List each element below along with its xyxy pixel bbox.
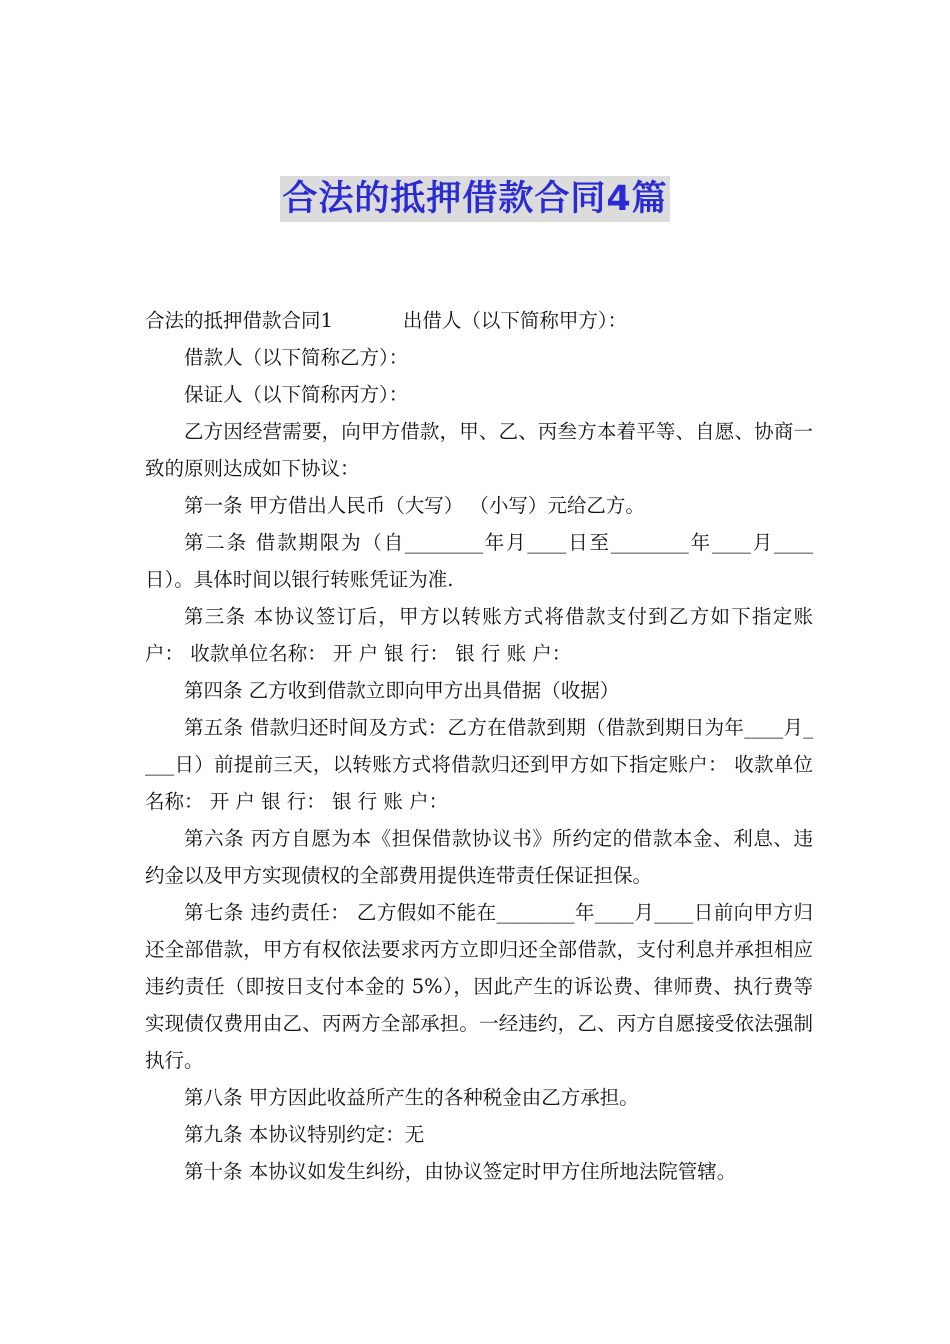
document-title: 合法的抵押借款合同4篇 (280, 176, 669, 222)
clause-1: 第一条 甲方借出人民币（大写） （小写）元给乙方。 (184, 494, 645, 517)
clause-4: 第四条 乙方收到借款立即向甲方出具借据（收据） (184, 679, 620, 702)
clause-8: 第八条 甲方因此收益所产生的各种税金由乙方承担。 (184, 1086, 639, 1109)
intro-paragraph (145, 302, 813, 339)
title-container (0, 176, 950, 222)
clause-2: 第二条 借款期限为（自________年月____日至________年____月____日）。具体时间以银行转账凭证为准. (145, 531, 813, 591)
clause-3: 第三条 本协议签订后，甲方以转账方式将借款支付到乙方如下指定账户： 收款单位名称： 开 户 银 行： 银 行 账 户： (145, 605, 813, 665)
paragraph: 乙方因经营需要，向甲方借款，甲、乙、丙叁方本着平等、自愿、协商一致的原则达成如下协议： (145, 420, 813, 480)
paragraph: 保证人（以下简称丙方）： (184, 383, 409, 406)
clause-9: 第九条 本协议特别约定：无 (184, 1123, 425, 1146)
intro-heading: 合法的抵押借款合同1 (145, 309, 333, 332)
clause-6: 第六条 丙方自愿为本《担保借款协议书》所约定的借款本金、利息、违约金以及甲方实现债权的全部费用提供连带责任保证担保。 (145, 827, 813, 887)
paragraph: 借款人（以下简称乙方）： (184, 346, 409, 369)
clause-7: 第七条 违约责任： 乙方假如不能在________年____月____日前向甲方归还全部借款，甲方有权依法要求丙方立即归还全部借款，支付利息并承担相应违约责任（即按日支付本金的 5%），因此产生的诉讼费、律师费、执行费等实现债仅费用由乙、丙两方全部承担。一经违约，乙、丙方自愿接受依法强制执行。 (145, 901, 813, 1072)
intro-text: 出借人（以下简称甲方）： (402, 309, 628, 332)
document-body (145, 302, 813, 1190)
clause-10: 第十条 本协议如发生纠纷，由协议签定时甲方住所地法院管辖。 (184, 1160, 737, 1183)
clause-5: 第五条 借款归还时间及方式：乙方在借款到期（借款到期日为年____月____日）前提前三天，以转账方式将借款归还到甲方如下指定账户： 收款单位名称： 开 户 银 行： 银 行 账 户： (145, 716, 813, 813)
